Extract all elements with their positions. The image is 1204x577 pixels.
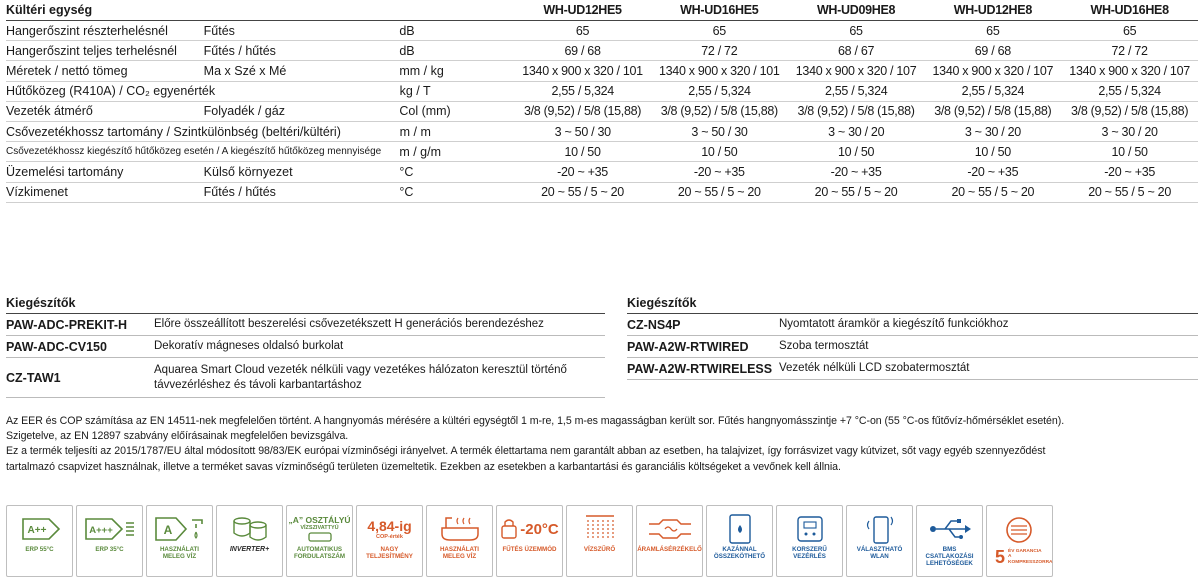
footnotes	[6, 414, 1198, 475]
spec-row	[6, 21, 1198, 41]
spec-label: Hangerőszint teljes terhelésnél	[6, 43, 177, 58]
spec-value: 2,55 / 5,324	[961, 84, 1025, 99]
spec-sublabel: Ma x Szé x Mé	[203, 63, 287, 78]
model-header: WH-UD12HE5	[543, 3, 622, 17]
spec-value: 20 ~ 55 / 5 ~ 20	[541, 185, 624, 200]
spec-unit: dB	[399, 23, 415, 38]
spec-title: Kültéri egység	[6, 3, 93, 17]
svg-text:A++: A++	[27, 525, 46, 536]
wlan-icon: VÁLASZTHATÓ WLAN	[846, 505, 913, 577]
footnote: Az EER és COP számítása az EN 14511-nek megfelelően történt. A hangnyomás mérésére a kültéri egységtől 1 m-re, 1,5 m-es magasságban került sor. Fűtés hangnyomásszintje +7 °C-on (55 °C-os fűtővíz-hőmérséklet esetén).	[6, 415, 1065, 427]
accessory-row	[6, 314, 605, 336]
spec-row	[6, 41, 1198, 61]
spec-label: Hangerőszint részterhelésnél	[6, 23, 168, 38]
accessory-code: PAW-A2W-RTWIRED	[627, 339, 749, 354]
spec-value: -20 ~ +35	[967, 164, 1019, 179]
spec-unit: °C	[399, 164, 414, 179]
spec-value: 1340 x 900 x 320 / 101	[659, 63, 780, 78]
heating-mode-icon: -20°C FŰTÉS ÜZEMMÓD	[496, 505, 563, 577]
spec-value: -20 ~ +35	[1104, 164, 1156, 179]
spec-sublabel: Fűtés / hűtés	[203, 185, 276, 200]
spec-value: 65	[712, 23, 726, 38]
spec-table	[6, 0, 1198, 203]
erp-55-icon: A++ ERP 55°C	[6, 505, 73, 577]
spec-row	[6, 162, 1198, 182]
accessory-desc: Nyomtatott áramkör a kiegészítő funkciókhoz	[779, 318, 1009, 330]
spec-row	[6, 183, 1198, 203]
spec-unit: dB	[399, 43, 415, 58]
spec-value: 72 / 72	[701, 43, 738, 58]
spec-sublabel: Fűtés	[203, 23, 235, 38]
spec-value: -20 ~ +35	[693, 164, 745, 179]
warranty-icon: 5 ÉV GARANCIA A KOMPRESSZORRA	[986, 505, 1053, 577]
footnote: tartalmazó csapvizet használnak, illetve a terméket savas vízminőségű területen üzemeltetik. Ezekben az esetekben a karbantartási és garanciális költségeket a vevőnek kell állnia.	[6, 460, 841, 473]
spec-row	[6, 61, 1198, 81]
accessory-desc: Aquarea Smart Cloud vezeték nélküli vagy vezetékes hálózaton keresztül történő távvezérléshez és távoli karbantartáshoz	[154, 363, 567, 391]
spec-value: 65	[849, 23, 863, 38]
spec-value: 10 / 50	[974, 144, 1011, 159]
accessory-desc: Vezeték nélküli LCD szobatermosztát	[779, 362, 970, 374]
spec-row	[6, 102, 1198, 122]
model-header: WH-UD12HE8	[953, 3, 1032, 17]
accessory-row	[627, 314, 1198, 336]
spec-value: 69 / 68	[564, 43, 601, 58]
spec-label: Méretek / nettó tömeg	[6, 63, 128, 78]
accessory-row	[627, 336, 1198, 358]
spec-value: 1340 x 900 x 320 / 107	[932, 63, 1054, 78]
model-header: WH-UD09HE8	[816, 3, 896, 17]
spec-value: 10 / 50	[838, 144, 875, 159]
model-header: WH-UD16HE5	[680, 3, 759, 17]
spec-value: 3/8 (9,52) / 5/8 (15,88)	[797, 104, 915, 119]
spec-unit: kg / T	[399, 84, 431, 99]
spec-row	[6, 122, 1198, 142]
accessory-code: PAW-ADC-PREKIT-H	[6, 317, 128, 332]
spec-value: 3 ~ 50 / 30	[691, 124, 748, 139]
erp-35-icon: A+++ ERP 35°C	[76, 505, 143, 577]
spec-row	[6, 82, 1198, 102]
accessory-code: CZ-TAW1	[6, 370, 61, 385]
spec-value: 10 / 50	[701, 144, 738, 159]
footnote: Ez a termék teljesíti az 2015/1787/EU által módosított 98/83/EK európai vízminőségi irányelvet. A termék élettartama nem garantált abban az esetben, ha talajvizet, így forrásvizet vagy kútvizet, sőt vagy egyéb szennyeződést	[6, 445, 1046, 458]
spec-value: 2,55 / 5,324	[688, 84, 751, 99]
bath-icon: HASZNÁLATI MELEG VÍZ	[426, 505, 493, 577]
spec-unit: °C	[399, 185, 414, 200]
spec-value: 3/8 (9,52) / 5/8 (15,88)	[1071, 104, 1189, 119]
spec-unit: mm / kg	[399, 63, 444, 78]
spec-value: 1340 x 900 x 320 / 101	[522, 63, 643, 78]
spec-sublabel: Folyadék / gáz	[203, 104, 285, 119]
boiler-icon: KAZÁNNAL ÖSSZEKÖTHETŐ	[706, 505, 773, 577]
spec-value: 10 / 50	[564, 144, 601, 159]
accessories-right	[627, 294, 1198, 380]
spec-value: 20 ~ 55 / 5 ~ 20	[951, 185, 1035, 200]
accessories-left	[6, 294, 605, 398]
feature-icons	[6, 505, 1198, 577]
spec-value: 3 ~ 30 / 20	[964, 124, 1021, 139]
spec-value: 1340 x 900 x 320 / 107	[795, 63, 917, 78]
spec-sublabel: Külső környezet	[203, 164, 293, 179]
spec-unit: m / m	[399, 124, 431, 139]
spec-value: 72 / 72	[1111, 43, 1148, 58]
spec-unit: m / g/m	[399, 144, 442, 159]
spec-value: 3/8 (9,52) / 5/8 (15,88)	[660, 104, 778, 119]
spec-value: 69 / 68	[974, 43, 1011, 58]
spec-value: 65	[575, 23, 590, 38]
spec-row	[6, 142, 1198, 162]
inverter-icon: INVERTER+	[216, 505, 283, 577]
spec-value: 65	[1122, 23, 1137, 38]
spec-value: 3 ~ 30 / 20	[828, 124, 885, 139]
accessory-code: CZ-NS4P	[627, 317, 681, 332]
accessory-row	[6, 336, 605, 358]
hot-water-icon: A HASZNÁLATI MELEG VÍZ	[146, 505, 213, 577]
accessory-desc: Dekoratív mágneses oldalsó burkolat	[154, 340, 344, 352]
accessories-title: Kiegészítők	[6, 294, 605, 314]
spec-value: 2,55 / 5,324	[551, 84, 614, 99]
spec-value: 3/8 (9,52) / 5/8 (15,88)	[523, 104, 642, 119]
spec-value: 1340 x 900 x 320 / 107	[1069, 63, 1190, 78]
footnote: Szigetelve, az EN 12897 szabvány előírásainak megfelelően bevizsgálva.	[6, 430, 349, 443]
svg-text:A+++: A+++	[88, 525, 113, 536]
cop-icon: 4,84-ig COP-érték NAGY TELJESÍTMÉNY	[356, 505, 423, 577]
spec-value: 2,55 / 5,324	[1098, 84, 1161, 99]
controller-icon: KORSZERŰ VEZÉRLÉS	[776, 505, 843, 577]
spec-value: 3/8 (9,52) / 5/8 (15,88)	[934, 104, 1052, 119]
spec-unit: Col (mm)	[399, 104, 451, 119]
spec-label: Csővezetékhossz tartomány / Szintkülönbség (beltéri/kültéri)	[6, 124, 341, 139]
spec-label: Hűtőközeg (R410A) / CO₂ egyenérték	[6, 84, 216, 99]
spec-value: 3 ~ 50 / 30	[554, 124, 611, 139]
spec-label: Üzemelési tartomány	[6, 164, 124, 179]
spec-value: 2,55 / 5,324	[824, 84, 888, 99]
accessory-row	[627, 358, 1198, 380]
model-header: WH-UD16HE8	[1090, 3, 1169, 17]
spec-value: 10 / 50	[1111, 144, 1148, 159]
accessories-title: Kiegészítők	[627, 294, 1198, 314]
spec-value: 68 / 67	[838, 43, 875, 58]
accessory-code: PAW-A2W-RTWIRELESS	[627, 361, 773, 376]
spec-value: 65	[986, 23, 1000, 38]
spec-label: Csővezetékhossz kiegészítő hűtőközeg esetén / A kiegészítő hűtőközeg mennyisége	[6, 146, 382, 158]
spec-value: -20 ~ +35	[557, 164, 608, 179]
spec-value: 20 ~ 55 / 5 ~ 20	[814, 185, 898, 200]
svg-text:A: A	[163, 523, 172, 537]
accessory-desc: Szoba termosztát	[779, 340, 869, 352]
spec-sublabel: Fűtés / hűtés	[203, 43, 276, 58]
spec-value: -20 ~ +35	[830, 164, 882, 179]
spec-label: Vízkimenet	[6, 185, 68, 200]
water-filter-icon: VÍZSZŰRŐ	[566, 505, 633, 577]
spec-header-row	[6, 0, 1198, 21]
flow-sensor-icon: ÁRAMLÁSÉRZÉKELŐ	[636, 505, 703, 577]
bms-icon: BMS CSATLAKOZÁSI LEHETŐSÉGEK	[916, 505, 983, 577]
a-class-icon: „A” OSZTÁLYÚ VÍZSZIVATTYÚ AUTOMATIKUS FORDULATSZÁM	[286, 505, 353, 577]
accessory-code: PAW-ADC-CV150	[6, 339, 107, 354]
spec-value: 20 ~ 55 / 5 ~ 20	[1088, 185, 1171, 200]
spec-label: Vezeték átmérő	[6, 104, 93, 119]
accessory-desc: Előre összeállított beszerelési csővezetékszett H generációs berendezéshez	[154, 318, 544, 330]
spec-value: 3 ~ 30 / 20	[1101, 124, 1158, 139]
spec-value: 20 ~ 55 / 5 ~ 20	[677, 185, 761, 200]
accessory-row	[6, 358, 605, 398]
